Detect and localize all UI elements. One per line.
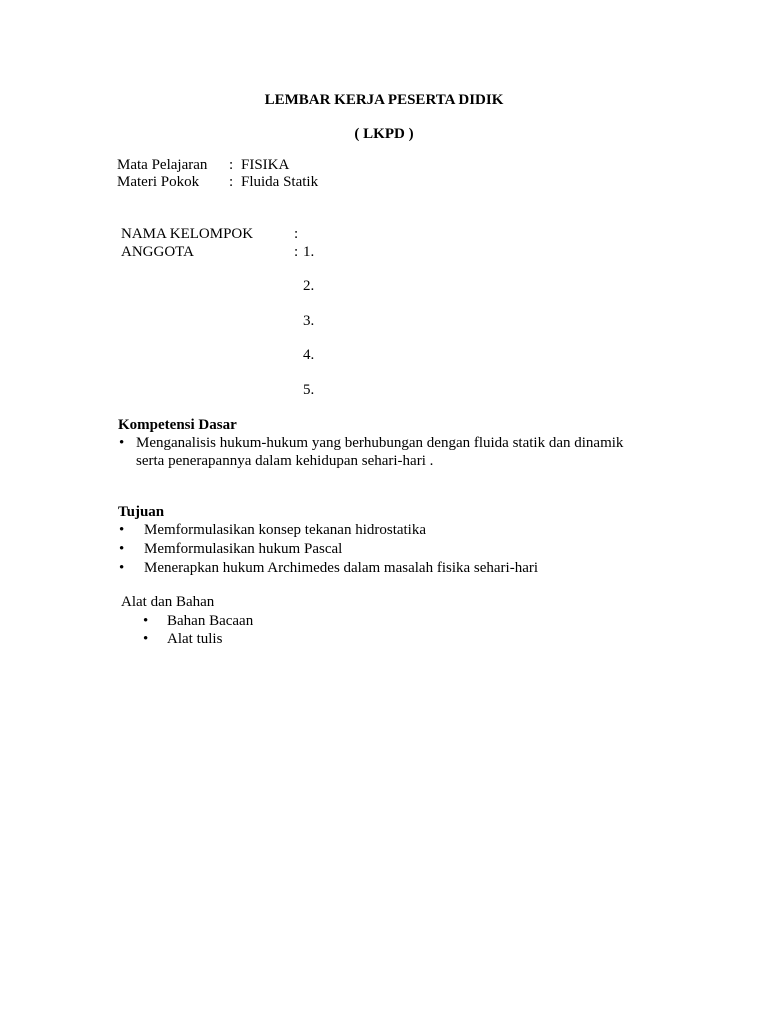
member-number: 3.	[303, 313, 315, 329]
bullet-icon: •	[119, 560, 125, 576]
kompetensi-text-line2: serta penerapannya dalam kehidupan sehari-hari .	[136, 453, 434, 469]
topic-separator: :	[229, 174, 234, 190]
member-number: 4.	[303, 347, 315, 363]
tujuan-item: Menerapkan hukum Archimedes dalam masalah fisika sehari-hari	[144, 560, 539, 576]
bullet-icon: •	[119, 541, 125, 557]
bullet-icon: •	[143, 631, 149, 647]
topic-label: Materi Pokok	[117, 174, 200, 190]
tujuan-item: Memformulasikan konsep tekanan hidrostatika	[144, 522, 427, 538]
alat-item: Alat tulis	[167, 631, 223, 647]
kompetensi-text-line1: Menganalisis hukum-hukum yang berhubungan dengan fluida statik dan dinamik	[136, 435, 624, 451]
alat-heading: Alat dan Bahan	[121, 594, 215, 610]
tujuan-heading: Tujuan	[118, 504, 165, 520]
tujuan-item: Memformulasikan hukum Pascal	[144, 541, 343, 557]
subject-value: FISIKA	[241, 157, 290, 173]
document-subtitle: ( LKPD )	[354, 126, 414, 142]
member-number: 2.	[303, 278, 315, 294]
group-name-label: NAMA KELOMPOK	[121, 226, 254, 242]
bullet-icon: •	[119, 522, 125, 538]
bullet-icon: •	[143, 613, 149, 629]
kompetensi-heading: Kompetensi Dasar	[118, 417, 237, 433]
document-title: LEMBAR KERJA PESERTA DIDIK	[264, 92, 504, 108]
members-separator: :	[294, 244, 299, 260]
subject-separator: :	[229, 157, 234, 173]
member-number: 1.	[303, 244, 315, 260]
topic-value: Fluida Statik	[241, 174, 319, 190]
bullet-icon: •	[119, 435, 125, 451]
member-number: 5.	[303, 382, 315, 398]
members-label: ANGGOTA	[121, 244, 194, 260]
alat-item: Bahan Bacaan	[167, 613, 254, 629]
group-name-separator: :	[294, 226, 299, 242]
subject-label: Mata Pelajaran	[117, 157, 208, 173]
